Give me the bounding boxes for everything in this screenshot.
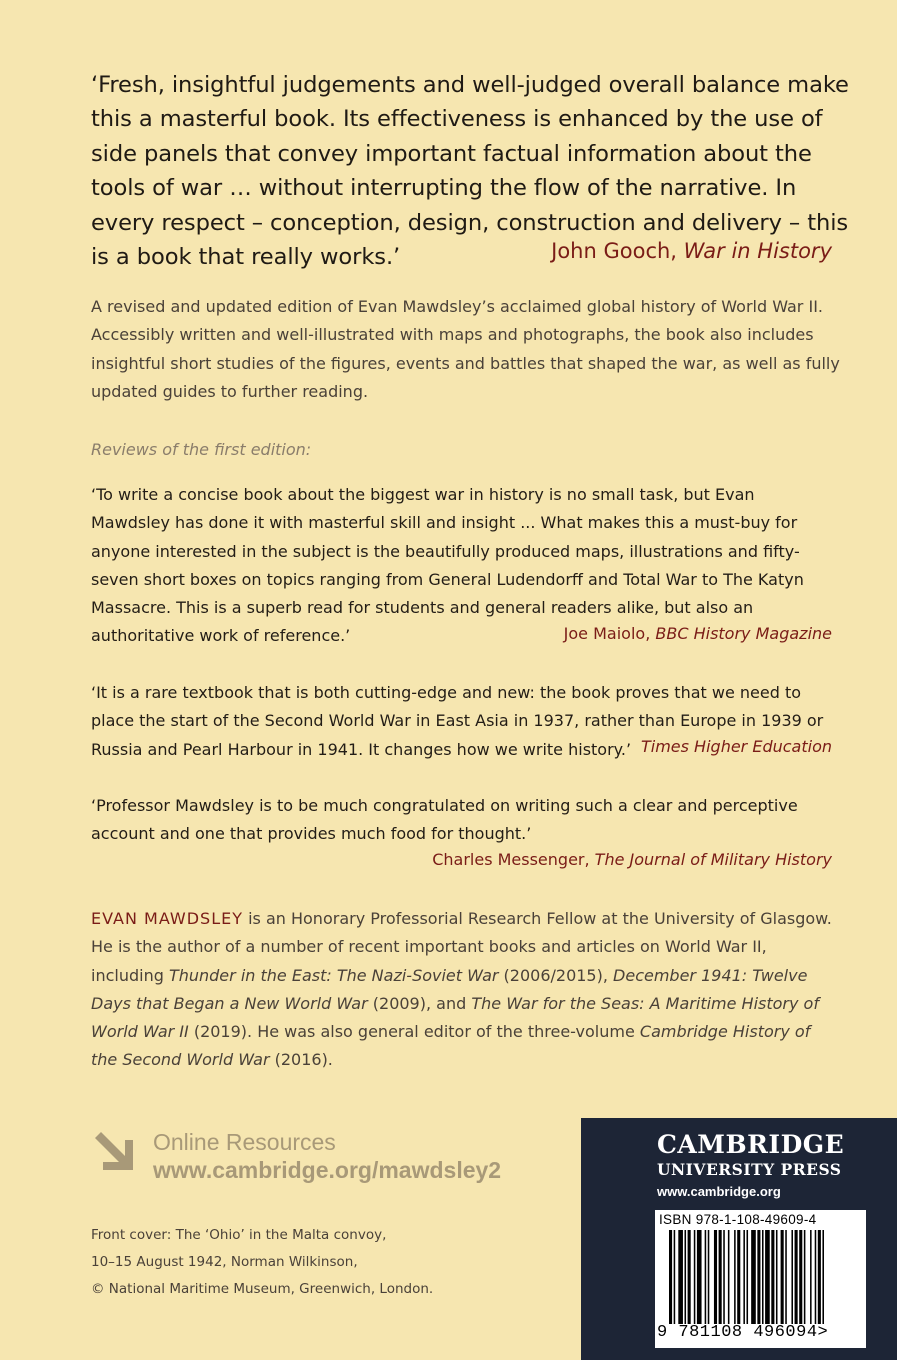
barcode-bar [815,1230,817,1324]
barcode-bar [818,1230,821,1324]
barcode-bar [728,1230,730,1324]
barcode-bar [674,1230,676,1324]
barcode-bar [669,1230,672,1324]
barcode-bar [734,1230,736,1324]
cover-credit-line: Front cover: The ‘Ohio’ in the Malta convoy, [91,1227,387,1243]
cover-credit-line: © National Maritime Museum, Greenwich, London. [91,1281,434,1297]
review-text: ‘Professor Mawdsley is to be much congratulated on writing such a clear and perceptive account and one that provides much food for thought.’ [91,796,798,844]
barcode-bar [708,1230,710,1324]
barcode-digits [657,1323,828,1342]
book-title: The War for the Seas: A Maritime History of World War II [91,993,819,1042]
barcode-bar [685,1230,687,1324]
barcode-bar [757,1230,760,1324]
isbn-barcode [655,1210,866,1348]
review-attribution [564,624,832,643]
review-text: ‘It is a rare textbook that is both cutting-edge and new: the book proves that we need to place the start of the Second World War in East Asia in 1937, rather than Europe in 1939 or Russia and Pearl Harbour in 1941. It changes how we write history.’ [91,683,824,759]
barcode-bar [723,1230,725,1324]
barcode-bar [785,1230,787,1324]
lead-review-author: John Gooch, [551,239,677,263]
arrow-down-right-icon [91,1128,139,1176]
barcode-bar [737,1230,740,1324]
bio-text: (2009), and [367,993,472,1013]
cover-credit [91,1222,511,1303]
publisher-name: CAMBRIDGE [657,1130,845,1159]
barcode-bar [714,1230,717,1324]
barcode-bar [781,1230,784,1324]
barcode-digit-text: 9 781108 496094 [657,1323,818,1342]
bio-text: (2016). [269,1050,333,1070]
review-attribution [432,850,832,869]
barcode-bar [743,1230,745,1324]
publisher-press: UNIVERSITY PRESS [657,1160,842,1179]
barcode-bar [705,1230,707,1324]
barcode-bar [822,1230,824,1324]
barcode-bar [791,1230,793,1324]
online-resources-label: Online Resources [153,1129,336,1155]
book-title: Cambridge History of the Second World War [91,1022,811,1070]
bio-text: (2006/2015), [498,965,614,985]
barcode-bar [776,1230,778,1324]
barcode-bar [697,1230,702,1324]
review-source: BBC History Magazine [655,624,832,643]
cover-credit-line: 10–15 August 1942, Norman Wilkinson, [91,1254,358,1270]
book-title: December 1941: Twelve Days that Began a New World War [91,965,808,1013]
review-item [91,792,836,849]
bio-text: (2019). He was also general editor of the three-volume [188,1022,640,1042]
isbn-label: ISBN 978-1-108-49609-4 [659,1212,817,1227]
barcode-bar [799,1230,802,1324]
barcode-bar [751,1230,756,1324]
review-author: Joe Maiolo, [563,624,651,643]
lead-review-text: ‘Fresh, insightful judgements and well-judged overall balance make this a masterful book. Its effectiveness is enhanced by the use of side panels that convey important factual information about the tools of war … without interrupting the flow of the narrative. In every respect – conception, design, construction and delivery – this is a book that really works.’ [91,72,849,271]
online-resources [91,1128,571,1188]
barcode-bar [688,1230,691,1324]
barcode-bar [694,1230,696,1324]
lead-review-source: War in History [683,239,832,263]
barcode-bar [810,1230,812,1324]
publisher-panel [581,1118,897,1360]
bio-text: is an Honorary Professorial Research Fellow at the University of Glasgow. He is the author of a number of recent important books and articles on World War II, including [91,909,832,985]
review-author: Charles Messenger, [432,850,590,869]
barcode-bar [765,1230,770,1324]
review-source: Times Higher Education [640,737,832,756]
barcode-bar [678,1230,683,1324]
author-bio [91,905,841,1075]
barcode-bar [747,1230,749,1324]
review-source: The Journal of Military History [594,850,832,869]
barcode-bar [771,1230,774,1324]
review-attribution [641,737,832,756]
barcode-bar [762,1230,764,1324]
reviews-heading: Reviews of the first edition: [91,440,312,459]
barcode-bar [795,1230,798,1324]
book-title: Thunder in the East: The Nazi-Soviet War [168,965,499,985]
online-resources-url[interactable]: www.cambridge.org/mawdsley2 [153,1157,502,1183]
barcode-suffix: > [817,1323,829,1342]
book-description-text: A revised and updated edition of Evan Mawdsley’s acclaimed global history of World War II. Accessibly written and well-illustrated with maps and photographs, the book also includes insightful short studies of the figures, events and battles that shaped the war, as well as fully updated guides to further reading. [91,297,840,401]
barcode-bar [719,1230,722,1324]
book-description [91,293,851,406]
publisher-website[interactable]: www.cambridge.org [657,1184,781,1199]
author-name: EVAN MAWDSLEY [91,909,243,928]
barcode-bar [804,1230,806,1324]
lead-review-attribution [551,239,832,263]
review-text: ‘To write a concise book about the biggest war in history is no small task, but Evan Mawdsley has done it with masterful skill and insight ... What makes this a must-buy for anyone interested in the subject is the beautifully produced maps, illustrations and fifty-seven short boxes on topics ranging from General Ludendorff and Total War to The Katyn Massacre. This is a superb read for students and general readers alike, but also an authoritative work of reference.’ [91,485,804,646]
barcode-bars [659,1230,862,1324]
